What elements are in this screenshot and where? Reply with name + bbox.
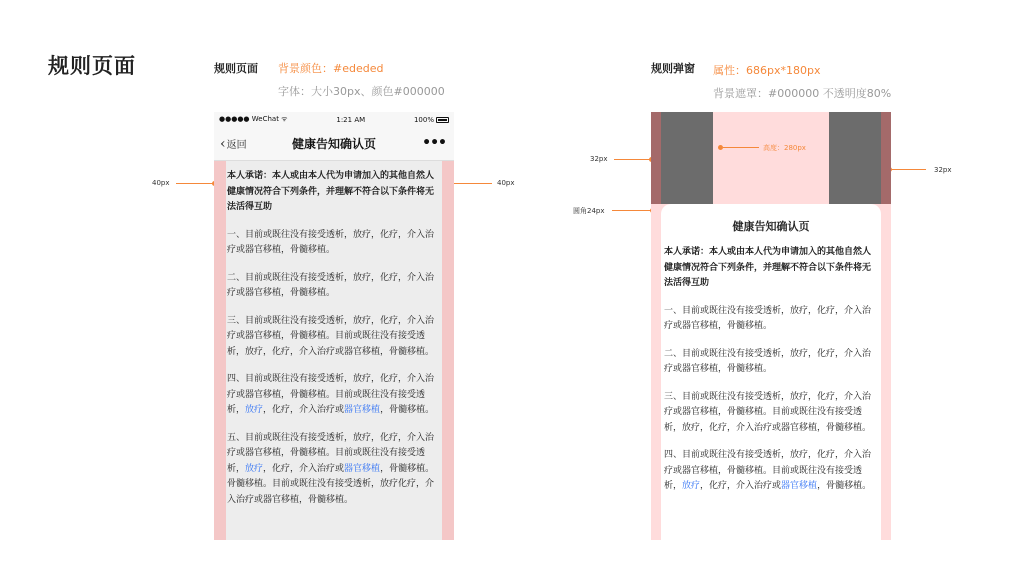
chevron-left-icon: ‹ <box>220 136 226 152</box>
clause-3: 三、目前或既往没有接受透析，放疗，化疗，介入治疗或器官移植，骨髓移植。目前或既往没有接受透析，放疗，化疗，介入治疗或器官移植，骨髓移植。 <box>227 315 435 357</box>
modal-rule-content <box>664 245 878 495</box>
mask-edge-left <box>651 112 661 204</box>
clause-1: 一、目前或既往没有接受透析，放疗，化疗，介入治疗或器官移植，骨髓移植。 <box>227 229 435 255</box>
modal-clause-3: 三、目前或既往没有接受透析，放疗，化疗，介入治疗或器官移植，骨髓移植。目前或既往没有接受透析，放疗，化疗，介入治疗或器官移植，骨髓移植。 <box>664 391 872 433</box>
mask-right <box>829 112 891 204</box>
modal-promise-text: 本人承诺：本人或由本人代为申请加入的其他自然人健康情况符合下列条件，并理解不符合以下条件将无法活得互助 <box>664 247 872 288</box>
padding-left-indicator <box>214 161 226 540</box>
font-note: 字体：大小30px、颜色#000000 <box>278 85 445 98</box>
right-32-line <box>890 169 926 170</box>
padding-right-label: 40px <box>497 179 515 187</box>
left-32-line <box>614 159 652 160</box>
modal-link-radiotherapy[interactable]: 放疗 <box>682 481 701 491</box>
battery-status: 100% <box>414 116 449 124</box>
page-title: 规则页面 <box>48 54 136 78</box>
link-radiotherapy[interactable]: 放疗 <box>245 405 264 415</box>
back-button[interactable]: ‹返回 <box>220 136 247 152</box>
clause-4: 四、目前或既往没有接受透析，放疗，化疗，介入治疗或器官移植，骨髓移植。目前或既往没有接受透析，放疗，化疗，介入治疗或器官移植，骨髓移植。 <box>227 374 435 415</box>
promise-text: 本人承诺：本人或由本人代为申请加入的其他自然人健康情况符合下列条件，并理解不符合以下条件将无法活得互助 <box>227 171 435 212</box>
radius-label: 圆角24px <box>573 207 605 215</box>
modal-title: 健康告知确认页 <box>732 220 810 233</box>
height-dot <box>718 145 723 150</box>
link-organ-transplant[interactable]: 器官移植 <box>344 405 381 415</box>
clause-2: 二、目前或既往没有接受透析，放疗，化疗，介入治疗或器官移植，骨髓移植。 <box>227 272 435 298</box>
rule-page-label: 规则页面 <box>214 62 258 75</box>
link-radiotherapy[interactable]: 放疗 <box>245 463 264 474</box>
rule-modal-label: 规则弹窗 <box>651 62 695 75</box>
modal-clause-1: 一、目前或既往没有接受透析，放疗，化疗，介入治疗或器官移植，骨髓移植。 <box>664 305 872 331</box>
padding-right-line <box>452 183 492 184</box>
carrier-signal: ●●●●● WeChat ᯤ <box>219 115 288 123</box>
modal-clause-4: 四、目前或既往没有接受透析，放疗，化疗，介入治疗或器官移植，骨髓移植。目前或既往没有接受透析，放疗，化疗，介入治疗或器官移植，骨髓移植。 <box>664 450 872 491</box>
modal-link-organ-transplant[interactable]: 器官移植 <box>781 481 818 491</box>
padding-right-indicator <box>442 161 454 540</box>
rule-modal-frame <box>651 112 891 540</box>
height-line <box>723 147 759 148</box>
modal-sheet <box>651 204 891 540</box>
nav-bar <box>214 127 454 161</box>
mask-edge-right <box>881 112 891 204</box>
status-time: 1:21 AM <box>336 115 366 124</box>
rule-content <box>226 161 442 520</box>
link-organ-transplant[interactable]: 器官移植 <box>344 463 381 474</box>
rule-content-area <box>214 161 454 540</box>
status-bar <box>214 112 454 127</box>
radius-line <box>612 210 652 211</box>
clause-5: 五、目前或既往没有接受透析，放疗，化疗，介入治疗或器官移植，骨髓移植。目前或既往没有接受透析，放疗，化疗，介入治疗或器官移植，骨髓移植。骨髓移植。目前或既往没有接受透析，放疗化疗，介入治疗或器官移植，骨髓移植。 <box>227 432 435 505</box>
nav-title: 健康告知确认页 <box>291 137 376 151</box>
left-32-label: 32px <box>590 155 608 163</box>
more-icon[interactable]: ••• <box>422 135 446 151</box>
rule-page-phone <box>214 112 454 540</box>
bg-color-note: 背景颜色：#ededed <box>278 62 384 75</box>
mask-note: 背景遮罩：#000000 不透明度80% <box>713 87 892 100</box>
modal-clause-2: 二、目前或既往没有接受透析，放疗，化疗，介入治疗或器官移植，骨髓移植。 <box>664 348 872 374</box>
padding-left-label: 40px <box>152 179 170 187</box>
battery-icon <box>436 117 449 123</box>
height-label: 高度：280px <box>763 144 806 152</box>
modal-sheet-content <box>661 204 881 540</box>
padding-left-line <box>176 183 214 184</box>
right-32-label: 32px <box>934 166 952 174</box>
modal-attr-note: 属性：686px*180px <box>713 64 821 77</box>
mask-left <box>651 112 713 204</box>
